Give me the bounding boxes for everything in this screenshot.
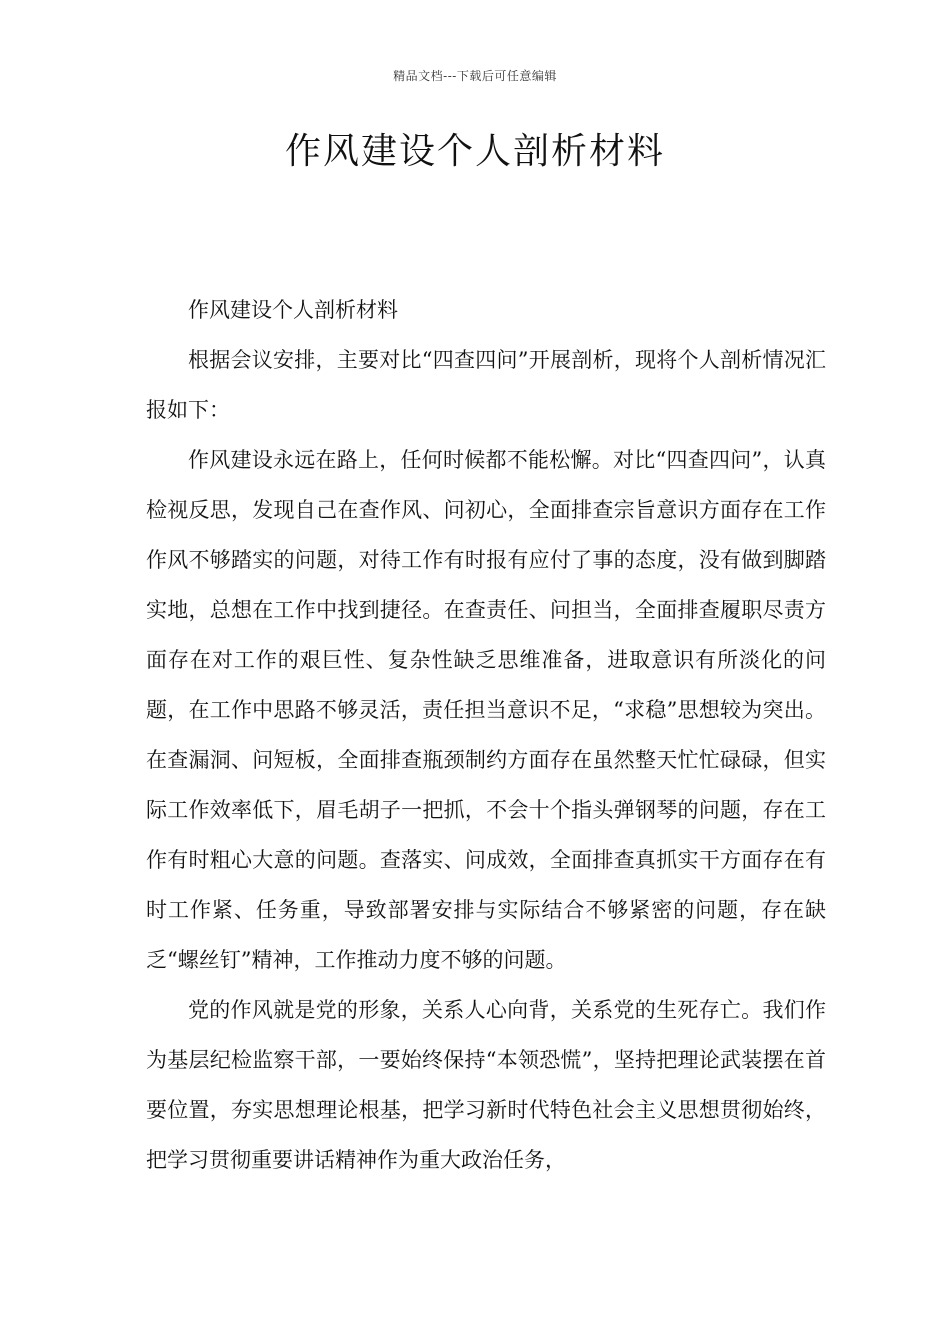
paragraph-commitment: 党的作风就是党的形象，关系人心向背，关系党的生死存亡。我们作为基层纪检监察干部，一要始终保持“本领恐慌”，坚持把理论武装摆在首要位置，夯实思想理论根基，把学习新时代特色社会主义思想贯彻始终，把学习贯彻重要讲话精神作为重大政治任务， (146, 998, 826, 1172)
paragraph-intro: 根据会议安排，主要对比“四查四问”开展剖析，现将个人剖析情况汇报如下： (146, 348, 826, 422)
document-title: 作风建设个人剖析材料 (284, 131, 665, 172)
paragraph-subtitle: 作风建设个人剖析材料 (188, 298, 398, 322)
header-note: 精品文档---下载后可任意编辑 (393, 69, 557, 83)
paragraph-analysis: 作风建设永远在路上，任何时候都不能松懈。对比“四查四问”，认真检视反思，发现自己在查作风、问初心，全面排查宗旨意识方面存在工作作风不够踏实的问题，对待工作有时报有应付了事的态度，没有做到脚踏实地，总想在工作中找到捷径。在查责任、问担当，全面排查履职尽责方面存在对工作的艰巨性、复杂性缺乏思维准备，进取意识有所淡化的问题，在工作中思路不够灵活，责任担当意识不足，“求稳”思想较为突出。在查漏洞、问短板，全面排查瓶颈制约方面存在虽然整天忙忙碌碌，但实际工作效率低下，眉毛胡子一把抓，不会十个指头弹钢琴的问题，存在工作有时粗心大意的问题。查落实、问成效，全面排查真抓实干方面存在有时工作紧、任务重，导致部署安排与实际结合不够紧密的问题，存在缺乏“螺丝钉”精神，工作推动力度不够的问题。 (146, 448, 826, 972)
document-body (146, 285, 826, 1185)
